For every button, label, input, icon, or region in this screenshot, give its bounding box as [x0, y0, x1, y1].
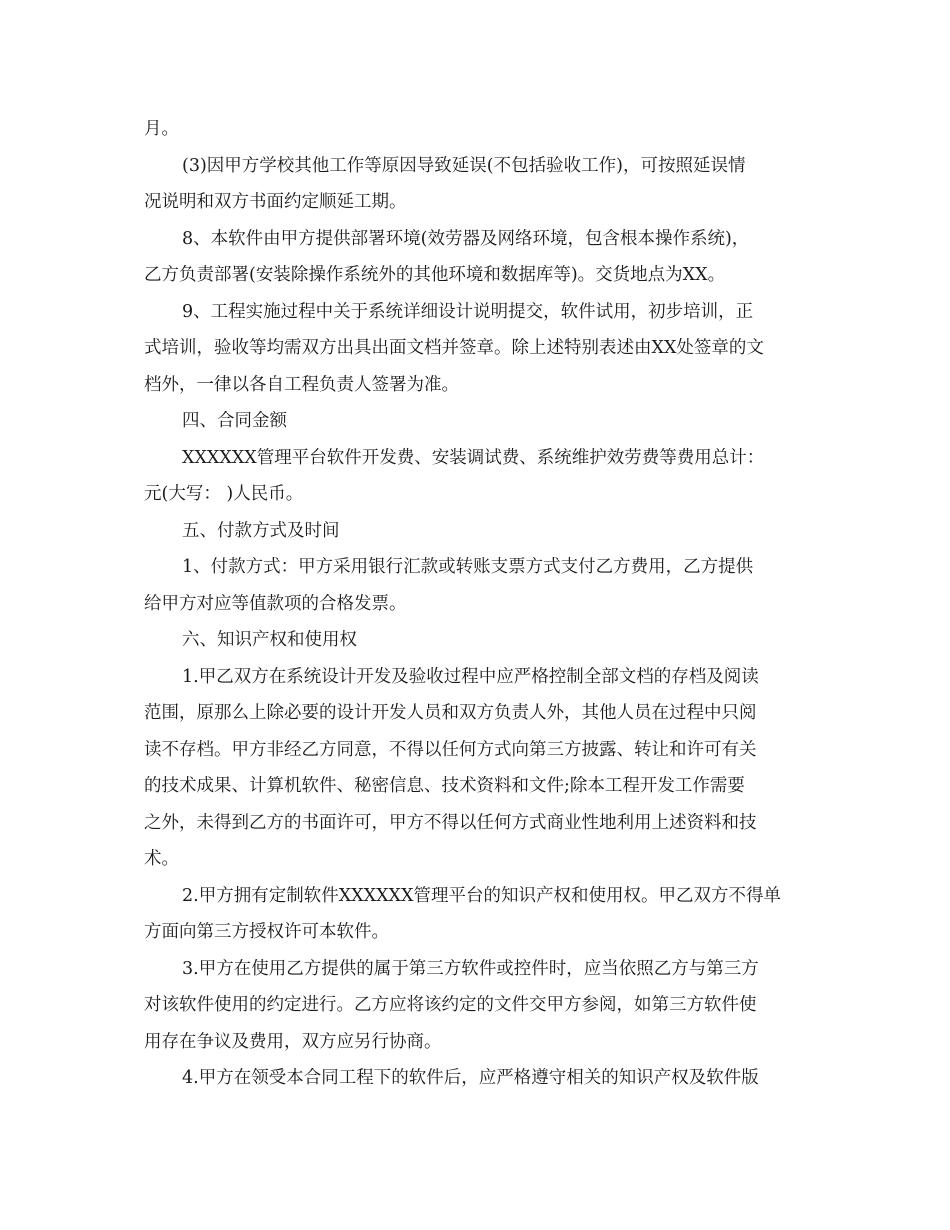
text-line: 乙方负责部署(安装除操作系统外的其他环境和数据库等)。交货地点为XX。	[144, 265, 726, 285]
text-line: 读不存档。甲方非经乙方同意，不得以任何方式向第三方披露、转让和许可有关	[144, 739, 757, 760]
text-line: 给甲方对应等值款项的合格发票。	[144, 593, 407, 614]
document-body	[144, 111, 804, 1097]
text-line: 用存在争议及费用，双方应另行协商。	[144, 1031, 442, 1052]
text-line: 1.甲乙双方在系统设计开发及验收过程中应严格控制全部文档的存档及阅读	[182, 666, 759, 687]
text-line: 术。	[144, 849, 179, 869]
text-line: (3)因甲方学校其他工作等原因导致延误(不包括验收工作)，可按照延误情	[182, 155, 746, 176]
section-heading: 六、知识产权和使用权	[182, 630, 357, 650]
text-line: 9、工程实施过程中关于系统详细设计说明提交，软件试用，初步培训，正	[182, 301, 754, 322]
text-line: 8、本软件由甲方提供部署环境(效劳器及网络环境，包含根本操作系统)，	[182, 228, 750, 249]
text-line: 方面向第三方授权许可本软件。	[144, 922, 389, 942]
text-line: 4.甲方在领受本合同工程下的软件后，应严格遵守相关的知识产权及软件版	[182, 1068, 759, 1088]
section-heading: 四、合同金额	[182, 411, 287, 431]
text-line: 月。	[144, 119, 179, 139]
text-line: XXXXXX管理平台软件开发费、安装调试费、系统维护效劳费等费用总计：	[182, 447, 765, 468]
text-line: 元(大写： )人民币。	[144, 484, 304, 504]
section-heading: 五、付款方式及时间	[182, 520, 340, 541]
text-line: 对该软件使用的约定进行。乙方应将该约定的文件交甲方参阅，如第三方软件使	[144, 995, 757, 1015]
text-line: 的技术成果、计算机软件、秘密信息、技术资料和文件;除本工程开发工作需要	[144, 776, 745, 796]
text-line: 2.甲方拥有定制软件XXXXXX管理平台的知识产权和使用权。甲乙双方不得单	[182, 885, 781, 906]
text-line: 式培训，验收等均需双方出具出面文档并签章。除上述特别表述由XX处签章的文	[144, 338, 764, 358]
text-line: 档外，一律以各自工程负责人签署为准。	[144, 374, 459, 395]
text-line: 之外，未得到乙方的书面许可，甲方不得以任何方式商业性地利用上述资料和技	[144, 812, 757, 833]
text-line: 况说明和双方书面约定顺延工期。	[144, 192, 407, 212]
text-line: 3.甲方在使用乙方提供的属于第三方软件或控件时，应当依照乙方与第三方	[182, 958, 759, 979]
text-line: 范围，原那么上除必要的设计开发人员和双方负责人外，其他人员在过程中只阅	[144, 703, 757, 723]
text-line: 1、付款方式：甲方采用银行汇款或转账支票方式支付乙方费用，乙方提供	[182, 557, 754, 577]
